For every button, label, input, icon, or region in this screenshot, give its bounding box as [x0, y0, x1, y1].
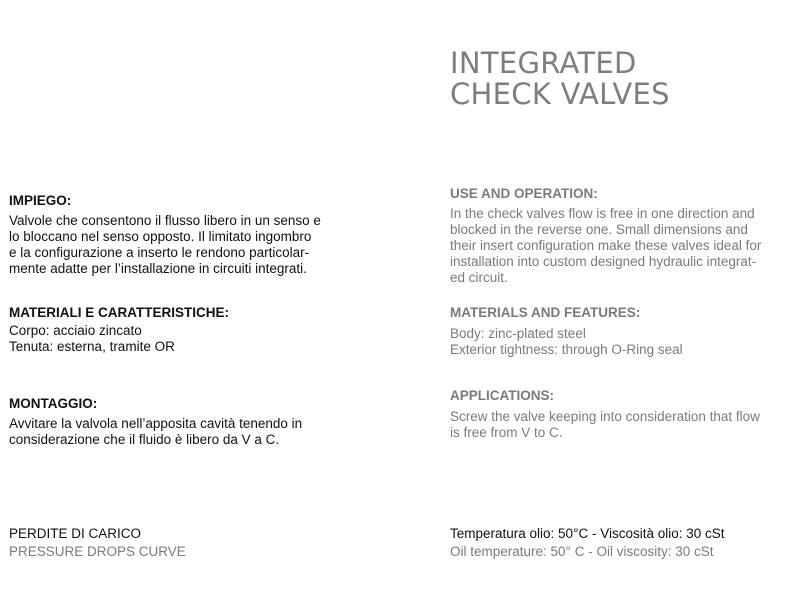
impiego-line: Valvole che consentono il flusso libero in un senso e [9, 213, 321, 228]
use-operation-line: blocked in the reverse one. Small dimensions and [450, 222, 748, 237]
use-operation-line: installation into custom designed hydraulic integrat- [450, 254, 757, 269]
materials-features-line: Exterior tightness: through O-Ring seal [450, 342, 683, 357]
materiali-text [9, 323, 175, 355]
applications-line: is free from V to C. [450, 425, 563, 440]
materiali-line: Corpo: acciaio zincato [9, 323, 142, 338]
pressure-drops-curve-label: PRESSURE DROPS CURVE [9, 544, 186, 559]
montaggio-line: considerazione che il fluido è libero da V a C. [9, 432, 280, 447]
materials-features-line: Body: zinc-plated steel [450, 326, 586, 341]
materials-features-text [450, 326, 683, 358]
applications-text [450, 409, 760, 441]
page-title-line-2: CHECK VALVES [450, 77, 670, 111]
applications-heading: APPLICATIONS: [450, 388, 554, 403]
impiego-text [9, 213, 321, 277]
impiego-line: mente adatte per l’installazione in circuiti integrati. [9, 261, 307, 276]
perdite-di-carico-label: PERDITE DI CARICO [9, 526, 142, 541]
materials-features-heading: MATERIALS AND FEATURES: [450, 305, 641, 320]
temperatura-viscosita-label: Temperatura olio: 50°C - Viscosità olio: 30 cSt [450, 526, 725, 541]
use-operation-line: their insert configuration make these valves ideal for [450, 238, 762, 253]
oil-temperature-viscosity-label: Oil temperature: 50° C - Oil viscosity: 30 cSt [450, 544, 714, 559]
impiego-line: lo bloccano nel senso opposto. Il limitato ingombro [9, 229, 312, 244]
use-operation-text [450, 206, 761, 286]
use-operation-line: In the check valves flow is free in one direction and [450, 206, 755, 221]
montaggio-line: Avvitare la valvola nell’apposita cavità tenendo in [9, 416, 303, 431]
use-operation-heading: USE AND OPERATION: [450, 186, 598, 201]
impiego-heading: IMPIEGO: [9, 193, 72, 208]
materiali-line: Tenuta: esterna, tramite OR [9, 339, 175, 354]
page-title [450, 48, 670, 110]
impiego-line: e la configurazione a inserto le rendono particolar- [9, 245, 310, 260]
montaggio-text [9, 416, 302, 448]
applications-line: Screw the valve keeping into consideration that flow [450, 409, 760, 424]
montaggio-heading: MONTAGGIO: [9, 396, 98, 411]
page-title-line-1: INTEGRATED [450, 46, 637, 80]
materiali-heading: MATERIALI E CARATTERISTICHE: [9, 305, 229, 320]
use-operation-line: ed circuit. [450, 270, 508, 285]
